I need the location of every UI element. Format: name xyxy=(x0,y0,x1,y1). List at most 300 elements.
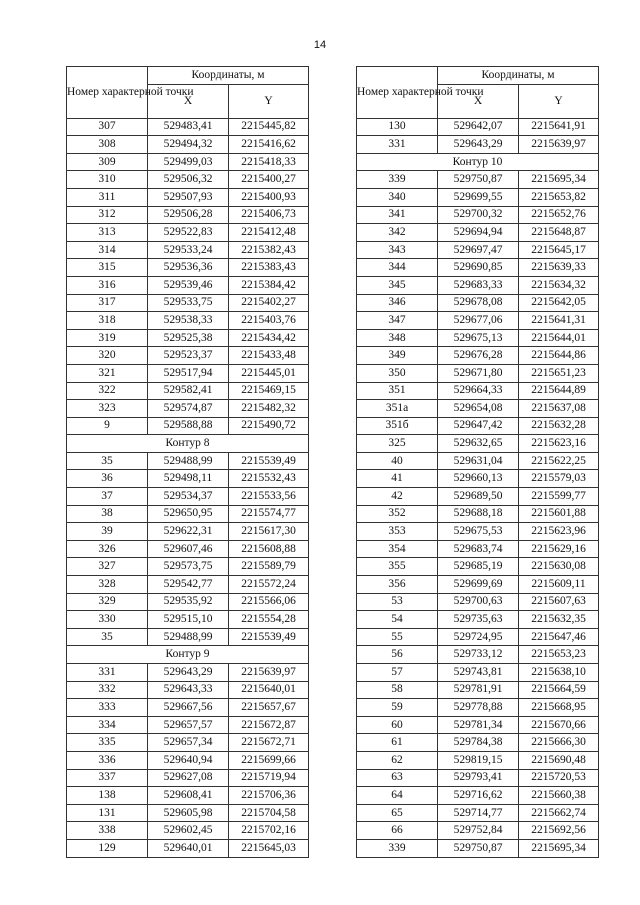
x-coordinate-cell: 529689,50 xyxy=(438,488,519,506)
y-coordinate-cell: 2215657,67 xyxy=(229,699,309,717)
point-number-cell: 327 xyxy=(67,558,148,576)
point-number-cell: 352 xyxy=(357,505,438,523)
y-coordinate-cell: 2215623,16 xyxy=(519,435,599,453)
table-row xyxy=(357,558,599,576)
page-number: 14 xyxy=(313,39,327,51)
table-row xyxy=(357,417,599,435)
y-coordinate-cell: 2215406,73 xyxy=(229,206,309,224)
point-number-cell: 351 xyxy=(357,382,438,400)
x-coordinate-cell: 529643,29 xyxy=(438,136,519,154)
table-row xyxy=(67,681,309,699)
y-coordinate-cell: 2215672,87 xyxy=(229,716,309,734)
table-row xyxy=(67,118,309,136)
table-row xyxy=(67,734,309,752)
y-coordinate-cell: 2215403,76 xyxy=(229,312,309,330)
x-coordinate-cell: 529694,94 xyxy=(438,224,519,242)
y-coordinate-cell: 2215445,01 xyxy=(229,364,309,382)
x-column-header: X xyxy=(438,84,519,118)
x-coordinate-cell: 529683,74 xyxy=(438,540,519,558)
contour-label: Контур 10 xyxy=(357,153,599,171)
contour-label: Контур 9 xyxy=(67,646,309,664)
y-coordinate-cell: 2215670,66 xyxy=(519,716,599,734)
table-row xyxy=(67,523,309,541)
table-row xyxy=(357,241,599,259)
point-number-cell: 320 xyxy=(67,347,148,365)
point-number-cell: 60 xyxy=(357,716,438,734)
point-number-header: Номер характерной точки xyxy=(67,67,148,119)
y-coordinate-cell: 2215533,56 xyxy=(229,488,309,506)
table-row xyxy=(357,611,599,629)
y-coordinate-cell: 2215640,01 xyxy=(229,681,309,699)
table-row xyxy=(67,751,309,769)
table-row xyxy=(357,646,599,664)
point-number-cell: 339 xyxy=(357,839,438,857)
table-row xyxy=(67,259,309,277)
coordinates-table-left xyxy=(66,66,309,858)
point-number-cell: 9 xyxy=(67,417,148,435)
x-coordinate-cell: 529677,06 xyxy=(438,312,519,330)
table-row xyxy=(357,347,599,365)
point-number-cell: 316 xyxy=(67,276,148,294)
y-coordinate-cell: 2215482,32 xyxy=(229,400,309,418)
point-number-cell: 331 xyxy=(67,664,148,682)
table-row xyxy=(67,664,309,682)
x-coordinate-cell: 529506,32 xyxy=(148,171,229,189)
coordinates-table-right xyxy=(356,66,599,858)
table-row xyxy=(357,188,599,206)
x-coordinate-cell: 529819,15 xyxy=(438,751,519,769)
table-row xyxy=(357,224,599,242)
point-number-cell: 66 xyxy=(357,822,438,840)
point-number-cell: 307 xyxy=(67,118,148,136)
x-coordinate-cell: 529650,95 xyxy=(148,505,229,523)
x-coordinate-cell: 529781,91 xyxy=(438,681,519,699)
x-coordinate-cell: 529643,33 xyxy=(148,681,229,699)
table-row xyxy=(357,628,599,646)
x-column-header: X xyxy=(148,84,229,118)
point-number-cell: 315 xyxy=(67,259,148,277)
x-coordinate-cell: 529699,55 xyxy=(438,188,519,206)
table-row xyxy=(357,751,599,769)
x-coordinate-cell: 529657,57 xyxy=(148,716,229,734)
table-row xyxy=(357,593,599,611)
y-coordinate-cell: 2215574,77 xyxy=(229,505,309,523)
x-coordinate-cell: 529750,87 xyxy=(438,171,519,189)
table-row xyxy=(357,505,599,523)
table-row xyxy=(67,153,309,171)
y-coordinate-cell: 2215637,08 xyxy=(519,400,599,418)
y-coordinate-cell: 2215490,72 xyxy=(229,417,309,435)
x-coordinate-cell: 529534,37 xyxy=(148,488,229,506)
x-coordinate-cell: 529643,29 xyxy=(148,664,229,682)
y-coordinate-cell: 2215400,93 xyxy=(229,188,309,206)
y-column-header: Y xyxy=(229,84,309,118)
x-coordinate-cell: 529522,83 xyxy=(148,224,229,242)
x-coordinate-cell: 529632,65 xyxy=(438,435,519,453)
y-coordinate-cell: 2215645,17 xyxy=(519,241,599,259)
y-coordinate-cell: 2215384,42 xyxy=(229,276,309,294)
y-coordinate-cell: 2215445,82 xyxy=(229,118,309,136)
x-coordinate-cell: 529697,47 xyxy=(438,241,519,259)
x-coordinate-cell: 529733,12 xyxy=(438,646,519,664)
table-row xyxy=(67,576,309,594)
contour-header-row xyxy=(67,646,309,664)
x-coordinate-cell: 529515,10 xyxy=(148,611,229,629)
y-coordinate-cell: 2215672,71 xyxy=(229,734,309,752)
table-row xyxy=(357,294,599,312)
point-number-cell: 64 xyxy=(357,787,438,805)
table-row xyxy=(67,839,309,857)
x-coordinate-cell: 529657,34 xyxy=(148,734,229,752)
y-coordinate-cell: 2215704,58 xyxy=(229,804,309,822)
table-row xyxy=(357,171,599,189)
table-row xyxy=(67,716,309,734)
y-coordinate-cell: 2215719,94 xyxy=(229,769,309,787)
point-number-cell: 336 xyxy=(67,751,148,769)
y-coordinate-cell: 2215383,43 xyxy=(229,259,309,277)
y-coordinate-cell: 2215402,27 xyxy=(229,294,309,312)
x-coordinate-cell: 529660,13 xyxy=(438,470,519,488)
point-number-cell: 54 xyxy=(357,611,438,629)
point-number-cell: 55 xyxy=(357,628,438,646)
point-number-cell: 330 xyxy=(67,611,148,629)
y-coordinate-cell: 2215639,97 xyxy=(229,664,309,682)
table-row xyxy=(357,400,599,418)
x-coordinate-cell: 529506,28 xyxy=(148,206,229,224)
x-coordinate-cell: 529535,92 xyxy=(148,593,229,611)
contour-label: Контур 8 xyxy=(67,435,309,453)
x-coordinate-cell: 529781,34 xyxy=(438,716,519,734)
y-coordinate-cell: 2215412,48 xyxy=(229,224,309,242)
y-coordinate-cell: 2215632,35 xyxy=(519,611,599,629)
point-number-cell: 345 xyxy=(357,276,438,294)
x-coordinate-cell: 529675,53 xyxy=(438,523,519,541)
point-number-cell: 35 xyxy=(67,452,148,470)
table-row xyxy=(67,822,309,840)
table-row xyxy=(67,488,309,506)
point-number-cell: 340 xyxy=(357,188,438,206)
y-coordinate-cell: 2215644,89 xyxy=(519,382,599,400)
x-coordinate-cell: 529602,45 xyxy=(148,822,229,840)
y-coordinate-cell: 2215692,56 xyxy=(519,822,599,840)
table-row xyxy=(67,558,309,576)
point-number-cell: 337 xyxy=(67,769,148,787)
y-coordinate-cell: 2215418,33 xyxy=(229,153,309,171)
table-row xyxy=(357,136,599,154)
x-coordinate-cell: 529784,38 xyxy=(438,734,519,752)
y-coordinate-cell: 2215589,79 xyxy=(229,558,309,576)
x-coordinate-cell: 529735,63 xyxy=(438,611,519,629)
table-row xyxy=(67,628,309,646)
y-coordinate-cell: 2215638,10 xyxy=(519,664,599,682)
point-number-cell: 57 xyxy=(357,664,438,682)
x-coordinate-cell: 529664,33 xyxy=(438,382,519,400)
x-coordinate-cell: 529533,75 xyxy=(148,294,229,312)
point-number-header: Номер характерной точки xyxy=(357,67,438,119)
point-number-cell: 321 xyxy=(67,364,148,382)
y-coordinate-cell: 2215641,31 xyxy=(519,312,599,330)
x-coordinate-cell: 529743,81 xyxy=(438,664,519,682)
point-number-cell: 342 xyxy=(357,224,438,242)
y-coordinate-cell: 2215630,08 xyxy=(519,558,599,576)
y-coordinate-cell: 2215622,25 xyxy=(519,452,599,470)
table-row xyxy=(67,171,309,189)
x-coordinate-cell: 529533,24 xyxy=(148,241,229,259)
y-coordinate-cell: 2215645,03 xyxy=(229,839,309,857)
table-row xyxy=(67,505,309,523)
point-number-cell: 334 xyxy=(67,716,148,734)
x-coordinate-cell: 529688,18 xyxy=(438,505,519,523)
point-number-cell: 312 xyxy=(67,206,148,224)
y-coordinate-cell: 2215554,28 xyxy=(229,611,309,629)
x-coordinate-cell: 529714,77 xyxy=(438,804,519,822)
x-coordinate-cell: 529675,13 xyxy=(438,329,519,347)
y-coordinate-cell: 2215532,43 xyxy=(229,470,309,488)
y-coordinate-cell: 2215699,66 xyxy=(229,751,309,769)
point-number-cell: 323 xyxy=(67,400,148,418)
table-row xyxy=(67,188,309,206)
point-number-cell: 326 xyxy=(67,540,148,558)
table-row xyxy=(67,382,309,400)
x-coordinate-cell: 529507,93 xyxy=(148,188,229,206)
table-row xyxy=(357,435,599,453)
table-row xyxy=(357,488,599,506)
x-coordinate-cell: 529488,99 xyxy=(148,628,229,646)
y-coordinate-cell: 2215400,27 xyxy=(229,171,309,189)
point-number-cell: 338 xyxy=(67,822,148,840)
table-row xyxy=(357,576,599,594)
table-row xyxy=(67,329,309,347)
x-coordinate-cell: 529700,63 xyxy=(438,593,519,611)
table-row xyxy=(67,417,309,435)
x-coordinate-cell: 529483,41 xyxy=(148,118,229,136)
y-coordinate-cell: 2215662,74 xyxy=(519,804,599,822)
point-number-cell: 318 xyxy=(67,312,148,330)
y-coordinate-cell: 2215690,48 xyxy=(519,751,599,769)
x-coordinate-cell: 529523,37 xyxy=(148,347,229,365)
point-number-cell: 346 xyxy=(357,294,438,312)
table-row xyxy=(67,540,309,558)
y-coordinate-cell: 2215652,76 xyxy=(519,206,599,224)
y-coordinate-cell: 2215666,30 xyxy=(519,734,599,752)
point-number-cell: 355 xyxy=(357,558,438,576)
x-coordinate-cell: 529685,19 xyxy=(438,558,519,576)
x-coordinate-cell: 529525,38 xyxy=(148,329,229,347)
x-coordinate-cell: 529752,84 xyxy=(438,822,519,840)
table-row xyxy=(357,699,599,717)
point-number-cell: 351б xyxy=(357,417,438,435)
y-coordinate-cell: 2215660,38 xyxy=(519,787,599,805)
table-row xyxy=(357,716,599,734)
y-coordinate-cell: 2215668,95 xyxy=(519,699,599,717)
table-row xyxy=(357,734,599,752)
point-number-cell: 341 xyxy=(357,206,438,224)
y-coordinate-cell: 2215639,33 xyxy=(519,259,599,277)
y-coordinate-cell: 2215647,46 xyxy=(519,628,599,646)
y-coordinate-cell: 2215608,88 xyxy=(229,540,309,558)
table-row xyxy=(357,312,599,330)
table-row xyxy=(67,241,309,259)
table-row xyxy=(67,294,309,312)
y-coordinate-cell: 2215651,23 xyxy=(519,364,599,382)
table-row xyxy=(67,347,309,365)
table-row xyxy=(357,329,599,347)
point-number-cell: 58 xyxy=(357,681,438,699)
y-coordinate-cell: 2215609,11 xyxy=(519,576,599,594)
y-coordinate-cell: 2215599,77 xyxy=(519,488,599,506)
point-number-cell: 42 xyxy=(357,488,438,506)
point-number-cell: 130 xyxy=(357,118,438,136)
x-coordinate-cell: 529542,77 xyxy=(148,576,229,594)
y-coordinate-cell: 2215702,16 xyxy=(229,822,309,840)
x-coordinate-cell: 529671,80 xyxy=(438,364,519,382)
x-coordinate-cell: 529690,85 xyxy=(438,259,519,277)
point-number-cell: 63 xyxy=(357,769,438,787)
point-number-cell: 36 xyxy=(67,470,148,488)
y-coordinate-cell: 2215579,03 xyxy=(519,470,599,488)
x-coordinate-cell: 529724,95 xyxy=(438,628,519,646)
point-number-cell: 331 xyxy=(357,136,438,154)
point-number-cell: 65 xyxy=(357,804,438,822)
x-coordinate-cell: 529793,41 xyxy=(438,769,519,787)
point-number-cell: 335 xyxy=(67,734,148,752)
point-number-cell: 59 xyxy=(357,699,438,717)
point-number-cell: 40 xyxy=(357,452,438,470)
y-coordinate-cell: 2215639,97 xyxy=(519,136,599,154)
x-coordinate-cell: 529573,75 xyxy=(148,558,229,576)
table-row xyxy=(67,224,309,242)
y-coordinate-cell: 2215416,62 xyxy=(229,136,309,154)
point-number-cell: 138 xyxy=(67,787,148,805)
point-number-cell: 129 xyxy=(67,839,148,857)
table-row xyxy=(67,276,309,294)
y-coordinate-cell: 2215634,32 xyxy=(519,276,599,294)
table-row xyxy=(357,787,599,805)
x-coordinate-cell: 529607,46 xyxy=(148,540,229,558)
point-number-cell: 347 xyxy=(357,312,438,330)
y-coordinate-cell: 2215695,34 xyxy=(519,839,599,857)
point-number-cell: 313 xyxy=(67,224,148,242)
point-number-cell: 333 xyxy=(67,699,148,717)
x-coordinate-cell: 529683,33 xyxy=(438,276,519,294)
y-coordinate-cell: 2215648,87 xyxy=(519,224,599,242)
point-number-cell: 339 xyxy=(357,171,438,189)
x-coordinate-cell: 529536,36 xyxy=(148,259,229,277)
x-coordinate-cell: 529642,07 xyxy=(438,118,519,136)
x-coordinate-cell: 529538,33 xyxy=(148,312,229,330)
coordinates-header: Координаты, м xyxy=(148,67,309,85)
point-number-cell: 343 xyxy=(357,241,438,259)
table-row xyxy=(357,523,599,541)
point-number-cell: 322 xyxy=(67,382,148,400)
point-number-cell: 325 xyxy=(357,435,438,453)
x-coordinate-cell: 529499,03 xyxy=(148,153,229,171)
x-coordinate-cell: 529700,32 xyxy=(438,206,519,224)
y-coordinate-cell: 2215539,49 xyxy=(229,452,309,470)
x-coordinate-cell: 529588,88 xyxy=(148,417,229,435)
y-coordinate-cell: 2215539,49 xyxy=(229,628,309,646)
point-number-cell: 37 xyxy=(67,488,148,506)
y-coordinate-cell: 2215434,42 xyxy=(229,329,309,347)
point-number-cell: 310 xyxy=(67,171,148,189)
point-number-cell: 308 xyxy=(67,136,148,154)
x-coordinate-cell: 529647,42 xyxy=(438,417,519,435)
point-number-cell: 38 xyxy=(67,505,148,523)
table-row xyxy=(357,470,599,488)
point-number-cell: 53 xyxy=(357,593,438,611)
table-row xyxy=(357,664,599,682)
x-coordinate-cell: 529605,98 xyxy=(148,804,229,822)
x-coordinate-cell: 529716,62 xyxy=(438,787,519,805)
y-coordinate-cell: 2215382,43 xyxy=(229,241,309,259)
x-coordinate-cell: 529627,08 xyxy=(148,769,229,787)
y-coordinate-cell: 2215566,06 xyxy=(229,593,309,611)
y-coordinate-cell: 2215664,59 xyxy=(519,681,599,699)
point-number-cell: 329 xyxy=(67,593,148,611)
y-coordinate-cell: 2215623,96 xyxy=(519,523,599,541)
y-coordinate-cell: 2215644,86 xyxy=(519,347,599,365)
point-number-cell: 332 xyxy=(67,681,148,699)
table-row xyxy=(357,364,599,382)
table-row xyxy=(357,259,599,277)
y-coordinate-cell: 2215653,23 xyxy=(519,646,599,664)
x-coordinate-cell: 529778,88 xyxy=(438,699,519,717)
point-number-cell: 351а xyxy=(357,400,438,418)
point-number-cell: 356 xyxy=(357,576,438,594)
x-coordinate-cell: 529622,31 xyxy=(148,523,229,541)
point-number-cell: 311 xyxy=(67,188,148,206)
point-number-cell: 349 xyxy=(357,347,438,365)
point-number-cell: 348 xyxy=(357,329,438,347)
table-row xyxy=(357,276,599,294)
point-number-cell: 131 xyxy=(67,804,148,822)
point-number-cell: 39 xyxy=(67,523,148,541)
y-column-header: Y xyxy=(519,84,599,118)
table-row xyxy=(67,611,309,629)
table-row xyxy=(67,470,309,488)
table-row xyxy=(357,206,599,224)
point-number-cell: 314 xyxy=(67,241,148,259)
y-coordinate-cell: 2215641,91 xyxy=(519,118,599,136)
table-row xyxy=(67,787,309,805)
y-coordinate-cell: 2215617,30 xyxy=(229,523,309,541)
table-row xyxy=(67,206,309,224)
table-row xyxy=(67,400,309,418)
x-coordinate-cell: 529631,04 xyxy=(438,452,519,470)
point-number-cell: 309 xyxy=(67,153,148,171)
table-row xyxy=(67,364,309,382)
table-row xyxy=(357,822,599,840)
table-row xyxy=(67,593,309,611)
point-number-cell: 35 xyxy=(67,628,148,646)
y-coordinate-cell: 2215629,16 xyxy=(519,540,599,558)
x-coordinate-cell: 529494,32 xyxy=(148,136,229,154)
x-coordinate-cell: 529750,87 xyxy=(438,839,519,857)
contour-header-row xyxy=(357,153,599,171)
contour-header-row xyxy=(67,435,309,453)
x-coordinate-cell: 529654,08 xyxy=(438,400,519,418)
point-number-cell: 317 xyxy=(67,294,148,312)
table-row xyxy=(67,136,309,154)
x-coordinate-cell: 529699,69 xyxy=(438,576,519,594)
point-number-cell: 41 xyxy=(357,470,438,488)
point-number-cell: 354 xyxy=(357,540,438,558)
point-number-cell: 62 xyxy=(357,751,438,769)
point-number-cell: 61 xyxy=(357,734,438,752)
y-coordinate-cell: 2215720,53 xyxy=(519,769,599,787)
coordinates-header: Координаты, м xyxy=(438,67,599,85)
x-coordinate-cell: 529640,94 xyxy=(148,751,229,769)
